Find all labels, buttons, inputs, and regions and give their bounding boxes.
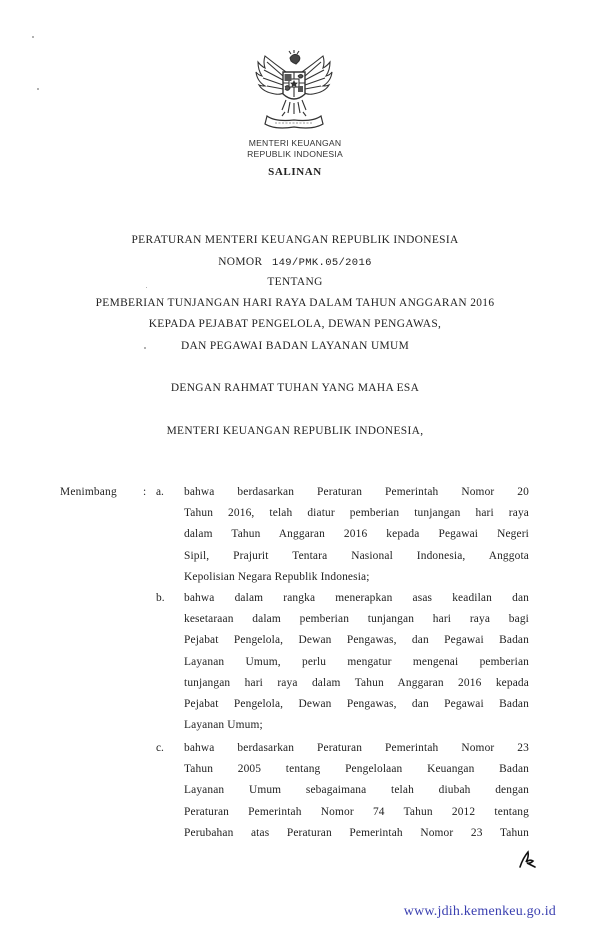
item-b-line: Pejabat Pengelola, Dewan Pengawas, dan Pegawai Badan (184, 698, 529, 711)
subject-line-2: KEPADA PEJABAT PENGELOLA, DEWAN PENGAWAS, (148, 318, 442, 330)
item-c-line: Peraturan Pemerintah Nomor 74 Tahun 2012 tentang (184, 805, 529, 818)
item-b-line: tunjangan hari raya dalam Tahun Anggaran 2016 kepada (184, 676, 529, 689)
item-b-line: Layanan Umum, perlu mengatur mengenai pemberian (184, 655, 529, 668)
number-label: NOMOR (218, 256, 263, 268)
subject-line-3: DAN PEGAWAI BADAN LAYANAN UMUM (180, 340, 410, 352)
about-label: TENTANG (267, 276, 323, 288)
item-letter-b: b. (156, 592, 165, 604)
invocation: DENGAN RAHMAT TUHAN YANG MAHA ESA (170, 382, 420, 394)
item-a-line: Tahun 2016, telah diatur pemberian tunjangan hari raya (184, 507, 529, 520)
item-c-line: bahwa berdasarkan Peraturan Pemerintah Nomor 23 (184, 742, 529, 754)
website-link[interactable]: www.jdih.kemenkeu.go.id (403, 904, 556, 919)
paraf-initial-icon (516, 848, 538, 870)
item-letter-c: c. (156, 742, 164, 754)
item-b-line: Layanan Umum; (184, 719, 263, 732)
item-b-line: kesetaraan dalam pemberian tunjangan hari raya bagi (184, 613, 529, 626)
item-a-line: Kepolisian Negara Republik Indonesia; (184, 570, 370, 583)
item-c-line: Tahun 2005 tentang Pengelolaan Keuangan Badan (184, 763, 529, 776)
subject-line-1: PEMBERIAN TUNJANGAN HARI RAYA DALAM TAHUN ANGGARAN 2016 (95, 297, 495, 309)
issuer-line: MENTERI KEUANGAN REPUBLIK INDONESIA, (166, 425, 424, 437)
garuda-emblem-icon (253, 50, 335, 134)
considering-item-c (184, 738, 529, 844)
ministry-letterhead (210, 138, 380, 159)
considering-item-a (184, 482, 529, 588)
item-a-line: bahwa berdasarkan Peraturan Pemerintah Nomor 20 (184, 486, 529, 498)
item-a-line: Sipil, Prajurit Tentara Nasional Indonesia, Anggota (184, 549, 529, 562)
ministry-name: MENTERI KEUANGAN (248, 138, 342, 148)
regulation-title: PERATURAN MENTERI KEUANGAN REPUBLIK INDONESIA (131, 234, 459, 246)
item-c-line: Layanan Umum sebagaimana telah diubah dengan (184, 784, 529, 797)
considering-colon: : (143, 486, 147, 498)
considering-item-b (184, 588, 529, 736)
item-c-line: Perubahan atas Peraturan Pemerintah Nomor 23 Tahun (184, 826, 529, 839)
item-b-line: bahwa dalam rangka menerapkan asas keadilan dan (184, 592, 529, 604)
considering-label: Menimbang (60, 486, 117, 498)
scan-speck (37, 88, 39, 90)
item-a-line: dalam Tahun Anggaran 2016 kepada Pegawai Negeri (184, 528, 529, 541)
item-b-line: Pejabat Pengelola, Dewan Pengawas, dan Pegawai Badan (184, 634, 529, 647)
copy-stamp: SALINAN (268, 166, 322, 178)
scan-speck (32, 36, 34, 38)
republic-name: REPUBLIK INDONESIA (247, 148, 343, 159)
regulation-number (40, 256, 550, 269)
item-letter-a: a. (156, 486, 164, 498)
number-value: 149/PMK.05/2016 (271, 257, 372, 269)
